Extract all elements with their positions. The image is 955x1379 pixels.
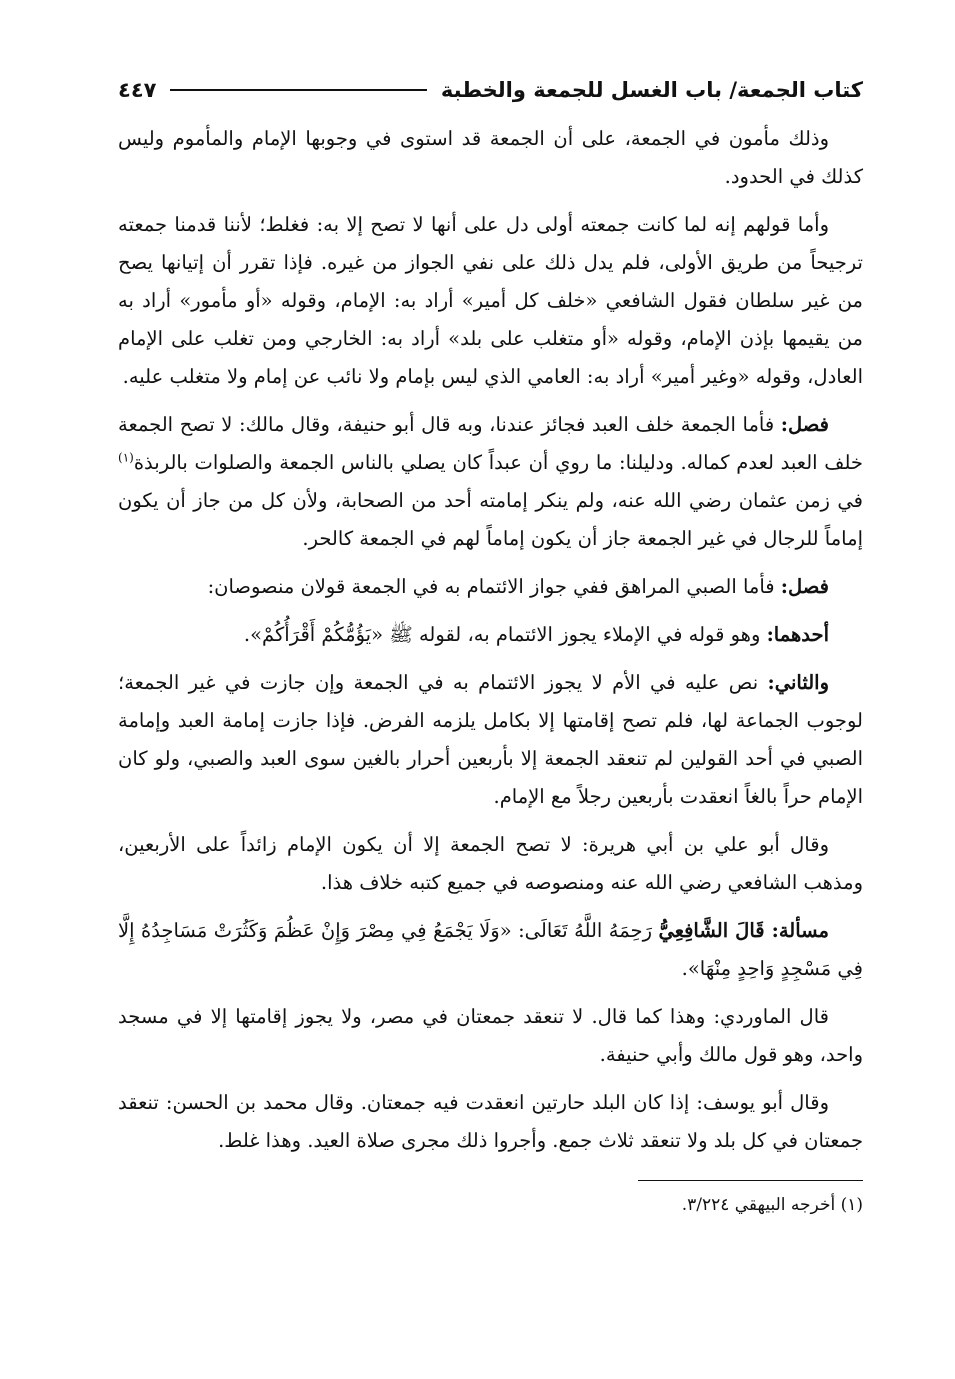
paragraph-9 xyxy=(118,998,863,1074)
paragraph-6 xyxy=(118,664,863,816)
second-opinion-label: والثاني: xyxy=(767,671,829,694)
footnote-marker: (١) xyxy=(118,450,134,465)
running-head-title: كتاب الجمعة/ باب الغسل للجمعة والخطبة xyxy=(440,78,863,102)
main-text xyxy=(118,120,863,1160)
paragraph-3-rest: في زمن عثمان رضي الله عنه، ولم ينكر إمامته أحد من الصحابة، ولأن كل من جاز أن يكون إماماً للرجال في غير الجمعة جاز أن يكون إماماً لهم في الجمعة كالحر. xyxy=(118,489,863,550)
paragraph-5-text: وهو قوله في الإملاء يجوز الائتمام به، لقوله ﷺ «يَؤُمُّكُمْ أَقْرَأُكُمْ». xyxy=(243,623,767,646)
paragraph-7-text: وقال أبو علي بن أبي هريرة: لا تصح الجمعة إلا أن يكون الإمام زائداً على الأربعين، ومذهب الشافعي رضي الله عنه ومنصوصه في جميع كتبه خلاف هذا. xyxy=(118,833,863,894)
paragraph-3-text: فأما الجمعة خلف العبد فجائز عندنا، وبه قال أبو حنيفة، وقال مالك: لا تصح الجمعة خلف العبد لعدم كماله. ودليلنا: ما روي أن عبداً كان يصلي بالناس الجمعة والصلوات بالربذة xyxy=(118,413,863,474)
paragraph-1 xyxy=(118,120,863,196)
paragraph-6-text: نص عليه في الأم لا يجوز الائتمام به في الجمعة وإن جازت في غير الجمعة؛ لوجوب الجماعة لها، فلم تصح إقامتها إلا بكامل يلزمه الفرض. فإذا جازت إمامة العبد وإمامة الصبي في أحد القولين لم تنعقد الجمعة إلا بأربعين أحرار بالغين سوى العبد والصبي، ولو كان الإمام حراً بالغاً انعقدت بأربعين رجلاً مع الإمام. xyxy=(118,671,863,808)
section-label: فصل: xyxy=(780,575,829,598)
paragraph-2-text: وأما قولهم إنه لما كانت جمعته أولى دل على أنها لا تصح إلا به: فغلط؛ لأننا قدمنا جمعته ترجيحاً من طريق الأولى، فلم يدل ذلك على نفي الجواز من غيره. فإذا تقرر أن إتيانها يصح من غير سلطان فقول الشافعي «خلف كل أمير» أراد به: الإمام، وقوله «أو مأمور» أراد به من يقيمها بإذن الإمام، وقوله «أو متغلب على بلد» أراد به: الخارجي ومن تغلب على الإمام العادل، وقوله «وغير أمير» أراد به: العامي الذي ليس بإمام ولا نائب عن إمام ولا متغلب عليه. xyxy=(118,213,863,388)
section-label: فصل: xyxy=(780,413,829,436)
paragraph-4 xyxy=(118,568,863,606)
paragraph-4-text: فأما الصبي المراهق ففي جواز الائتمام به في الجمعة قولان منصوصان: xyxy=(207,575,781,598)
running-head-rule xyxy=(170,89,426,91)
page-number: ٤٤٧ xyxy=(118,78,157,102)
paragraph-2 xyxy=(118,206,863,396)
paragraph-10-text: وقال أبو يوسف: إذا كان البلد حارتين انعقدت فيه جمعتان. وقال محمد بن الحسن: تنعقد جمعتان في كل بلد ولا تنعقد ثلاث جمع. وأجروا ذلك مجرى صلاة العيد. وهذا غلط. xyxy=(118,1091,863,1152)
shafii-said: قَالَ الشَّافِعِيُّ xyxy=(658,919,772,942)
footnote: (١) أخرجه البيهقي ٣/٢٢٤. xyxy=(681,1195,863,1215)
paragraph-8 xyxy=(118,912,863,988)
paragraph-5 xyxy=(118,616,863,654)
first-opinion-label: أحدهما: xyxy=(766,623,829,646)
paragraph-3 xyxy=(118,406,863,558)
paragraph-7 xyxy=(118,826,863,902)
footnote-divider xyxy=(638,1180,863,1181)
running-head xyxy=(118,70,863,110)
paragraph-10 xyxy=(118,1084,863,1160)
paragraph-8-text: رَحِمَهُ اللَّهُ تَعَالَى: «وَلَا يَجْمَعُ فِي مِصْرَ وَإِنْ عَظُمَ وَكَثُرَتْ مَسَاجِدُهُ إِلَّا فِي مَسْجِدٍ وَاحِدٍ مِنْهَا». xyxy=(118,919,863,980)
paragraph-1-text: وذلك مأمون في الجمعة، على أن الجمعة قد استوى في وجوبها الإمام والمأموم وليس كذلك في الحدود. xyxy=(118,127,863,188)
paragraph-9-text: قال الماوردي: وهذا كما قال. لا تنعقد جمعتان في مصر، ولا يجوز إقامتها إلا في مسجد واحد، وهو قول مالك وأبي حنيفة. xyxy=(118,1005,863,1066)
issue-label: مسألة: xyxy=(771,919,830,942)
